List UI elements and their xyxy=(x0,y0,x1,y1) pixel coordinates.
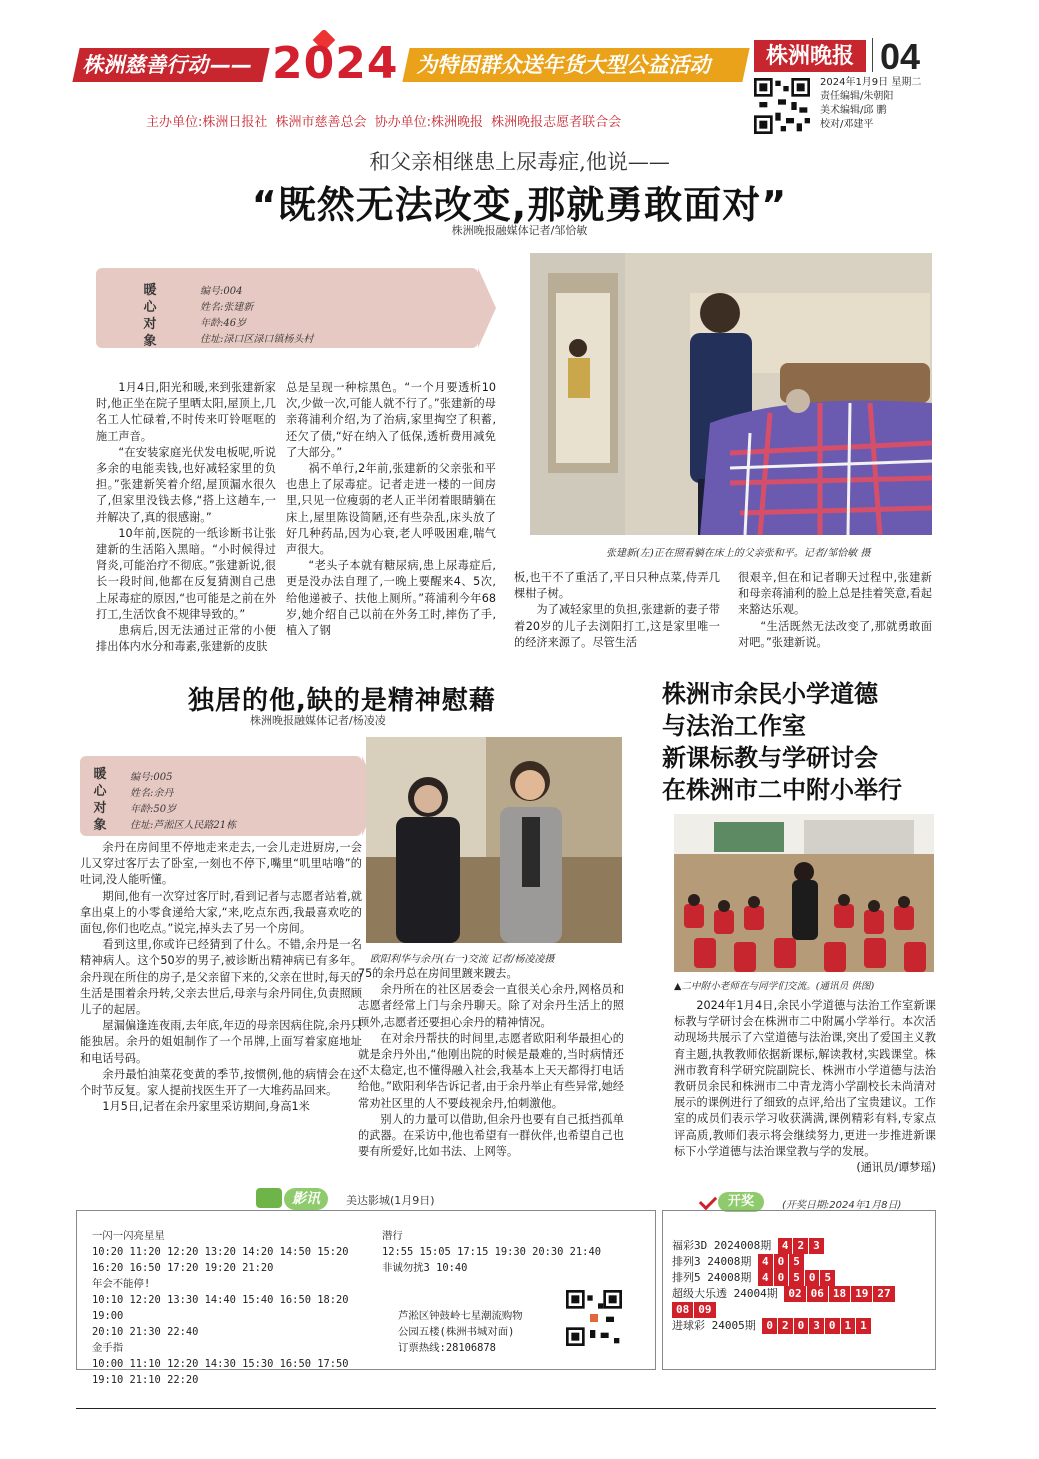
sponsor-line: 主办单位:株洲日报社 株洲市慈善总会 协办单位:株洲晚报 株洲晚报志愿者联合会 xyxy=(146,115,622,130)
article1-column-4: 很艰辛,但在和记者聊天过程中,张建新和母亲蒋浦利的脸上总是挂着笑意,看起来豁达乐观。 “生活既然无法改变了,那就勇敢面对吧。”张建新说。 xyxy=(738,571,932,649)
campaign-banner xyxy=(76,38,746,92)
page-bottom-rule xyxy=(76,1408,936,1409)
article3-photo xyxy=(674,814,934,972)
lottery-results xyxy=(672,1238,932,1334)
lottery-row: 进球彩 24005期 0 2 0 3 0 1 1 xyxy=(672,1318,932,1334)
profile-card-details: 编号:004 姓名:张建新 年龄:46岁 住址:渌口区渌口镇杨头村 xyxy=(200,286,314,345)
cinema-venue: 美达影城(1月9日) xyxy=(346,1194,435,1207)
article1-photo xyxy=(530,253,932,535)
cinema-schedule-right: 潜行 12:55 15:05 17:15 19:30 20:30 21:40 非诚勿扰3 10:40 xyxy=(382,1230,601,1274)
page-number: 04 xyxy=(880,36,921,77)
article2-photo xyxy=(366,737,622,943)
newspaper-logo: 株洲晚报 xyxy=(754,40,866,72)
article2-headline: 独居的他,缺的是精神慰藉 xyxy=(188,686,496,716)
article3-body: 2024年1月4日,余民小学道德与法治工作室新课标教与学研讨会在株洲市二中附属小学举行。本次活动现场共展示了六堂道德与法治课,突出了爱国主义教育主题,执教教师依据新课标,解读教材,实践课堂。株洲市教育科学研究院副院长、株洲市小学道德与法治教研员余民和株洲市二中青龙湾小学副校长未尚清对展示的课例进行了细致的点评,给出了宝贵建议。工作室的成员们表示学习收获满满,课例精彩有料,专家点评高质,教师们表示将会继续努力,更进一步推进新课标下小学道德与法治课堂教与学的发展。 (通讯员/谭梦瑶) xyxy=(674,999,936,1175)
article2-column-2: 75的余丹总在房间里踱来踱去。 余丹所在的社区居委会一直很关心余丹,网格员和志愿者经常上门与余丹聊天。除了对余丹生活上的照顾外,志愿者还要担心余丹的精神情况。 在对余丹帮扶的时间里,志愿者欧阳利华最担心的就是余丹外出,“他刚出院的时候是最难的,当时病情还不太稳定,也不懂得融入社会,我基本上天天都得打电话给他。”欧阳利华告诉记者,由于余丹举止有些异常,她经常劝社区里的人不要歧视余丹,怕刺激他。 别人的力量可以借助,但余丹也要有自己抵挡孤单的武器。在采访中,他也希望有一群伙伴,也希望自己也要有所爱好,比如书法、上网等。 xyxy=(358,967,624,1159)
article1-headline: “既然无法改变,那就勇敢面对” xyxy=(251,183,788,227)
lottery-tag: 开奖 xyxy=(718,1192,764,1212)
lottery-row: 福彩3D 2024008期 4 2 3 xyxy=(672,1238,932,1254)
art-editor-credit: 美术编辑/邱 鹏 xyxy=(820,105,887,116)
issue-date: 2024年1月9日 星期二 xyxy=(820,77,922,88)
banner-left-text: 株洲慈善行动—— xyxy=(72,48,269,82)
profile-card-label: 暖 心 对 象 xyxy=(93,767,107,833)
banner-right-text: 为特困群众送年货大型公益活动 xyxy=(402,48,749,82)
lottery-row: 排列3 24008期 4 0 5 xyxy=(672,1254,932,1270)
article1-column-3: 板,也干不了重活了,平日只种点菜,侍弄几棵柑子树。 为了减轻家里的负担,张建新的妻子带着20岁的儿子去浏阳打工,这是家里唯一的经济来源了。尽管生活 xyxy=(514,571,720,649)
article3-photo-caption: ▲二中附小老师在与同学们交流。(通讯员 供图) xyxy=(674,981,875,992)
cinema-address: 芦淞区钟鼓岭七星潮流购物 公园五楼(株洲书城对面) 订票热线:28106878 xyxy=(398,1310,523,1354)
editor-credit: 责任编辑/朱朝阳 xyxy=(820,91,894,102)
banner-year: 2024 xyxy=(272,38,399,89)
article1-column-2: 总是呈现一种棕黑色。“一个月要透析10次,少做一次,可能人就不行了。”张建新的母亲蒋浦利介绍,为了治病,家里掏空了积蓄,还欠了债,“好在纳入了低保,透析费用减免了大部分。” 祸不单行,2年前,张建新的父亲张和平也患上了尿毒症。记者走进一楼的一间房里,只见一位瘦弱的老人正半闭着眼睛躺在床上,屋里陈设简陋,还有些杂乱,床头放了好几种药品,因为心衰,老人呼吸困难,喘气声很大。 “老头子本就有糖尿病,患上尿毒症后,更是没办法自理了,一晚上要醒来4、5次,给他递被子、扶他上厕所。”蒋浦利今年68岁,她介绍自己以前在外务工时,摔伤了手,植入了钢 xyxy=(286,381,496,638)
lottery-row: 排列5 24008期 4 0 5 0 5 xyxy=(672,1270,932,1286)
cinema-schedule-left: 一闪一闪亮星星 10:20 11:20 12:20 13:20 14:20 14:50 15:20 16:20 16:50 17:20 19:20 21:20 年会不能停! 10:10 12:20 13:30 14:40 15:40 16:50 18:20 19:00 20:10 21:30 22:40 金手指 10:00 11:10 12:20 14:30 15:30 16:50 17:50 19:10 21:10 22:20 xyxy=(92,1230,349,1386)
masthead-divider xyxy=(872,38,873,72)
article1-photo-caption: 张建新(左)正在照看躺在床上的父亲张和平。记者/邹恰敏 摄 xyxy=(606,548,871,559)
lottery-row: 超级大乐透 24004期 02 06 18 19 27 xyxy=(672,1286,932,1302)
profile-card-details: 编号:005 姓名:余丹 年龄:50岁 住址:芦淞区人民路21栋 xyxy=(130,772,237,831)
article1-kicker: 和父亲相继患上尿毒症,他说—— xyxy=(369,150,670,174)
checkmark-icon xyxy=(699,1192,717,1210)
article2-column-1: 余丹在房间里不停地走来走去,一会儿走进厨房,一会儿又穿过客厅去了卧室,一刻也不停下,嘴里“叽里咕噜”的吐词,没人能听懂。 期间,他有一次穿过客厅时,看到记者与志愿者站着,就拿出桌上的小零食递给大家,“来,吃点东西,我最喜欢吃的面包,你们也吃点。”说完,掉头去了另一个房间。 看到这里,你或许已经猜到了什么。不错,余丹是一名精神病人。这个50岁的男子,被诊断出精神病已有多年。余丹现在所住的房子,是父亲留下来的,父亲在世时,每天的生活是围着余丹转,父亲去世后,母亲与余丹同住,负责照顾儿子的起居。 屋漏偏逢连夜雨,去年底,年迈的母亲因病住院,余丹只能独居。余丹的姐姐制作了一个吊牌,上面写着家庭地址和电话号码。 余丹最怕油菜花变黄的季节,按惯例,他的病情会在这个时节反复。家人提前找医生开了一大堆药品回来。 1月5日,记者在余丹家里采访期间,身高1米 xyxy=(80,841,362,1114)
edition-info xyxy=(820,76,960,132)
lottery-row: 08 09 xyxy=(672,1302,932,1318)
article1-column-1: 1月4日,阳光和暖,来到张建新家时,他正坐在院子里晒太阳,屋顶上,几名工人忙碌着,不时传来叮铃哐哐的施工声音。 “在安装家庭光伏发电板呢,听说多余的电能卖钱,也好减轻家里的负担。”张建新笑着介绍,屋顶漏水很久了,但家里没钱去修,“搭上这趟车,一并解决了,真的很感谢。” 10年前,医院的一纸诊断书让张建新的生活陷入黑暗。“小时候得过肾炎,可能治疗不彻底。”张建新说,很长一段时间,他都在反复猜测自己患上尿毒症的原因,“也可能是之前在外打工,生活饮食不规律导致的。” 患病后,因无法通过正常的小便排出体内水分和毒素,张建新的皮肤 xyxy=(96,381,276,654)
article3-headline: 株洲市余民小学道德 与法治工作室 新课标教与学研讨会 在株洲市二中附小举行 xyxy=(662,679,902,804)
article2-byline: 株洲晚报融媒体记者/杨凌凌 xyxy=(250,714,386,727)
qr-code-icon xyxy=(754,78,810,134)
article1-byline: 株洲晚报融媒体记者/邹恰敏 xyxy=(451,224,588,237)
article2-photo-caption: 欧阳利华与余丹(右一)交流 记者/杨凌凌摄 xyxy=(370,954,555,965)
film-icon xyxy=(256,1188,282,1208)
profile-card-label: 暖 心 对 象 xyxy=(143,283,157,349)
cinema-tag: 影讯 xyxy=(284,1188,328,1210)
proofreader-credit: 校对/邓建平 xyxy=(820,119,874,130)
lottery-date: (开奖日期:2024年1月8日) xyxy=(782,1200,902,1211)
profile-card-tab xyxy=(478,268,496,348)
cinema-qr-code-icon xyxy=(566,1290,622,1346)
